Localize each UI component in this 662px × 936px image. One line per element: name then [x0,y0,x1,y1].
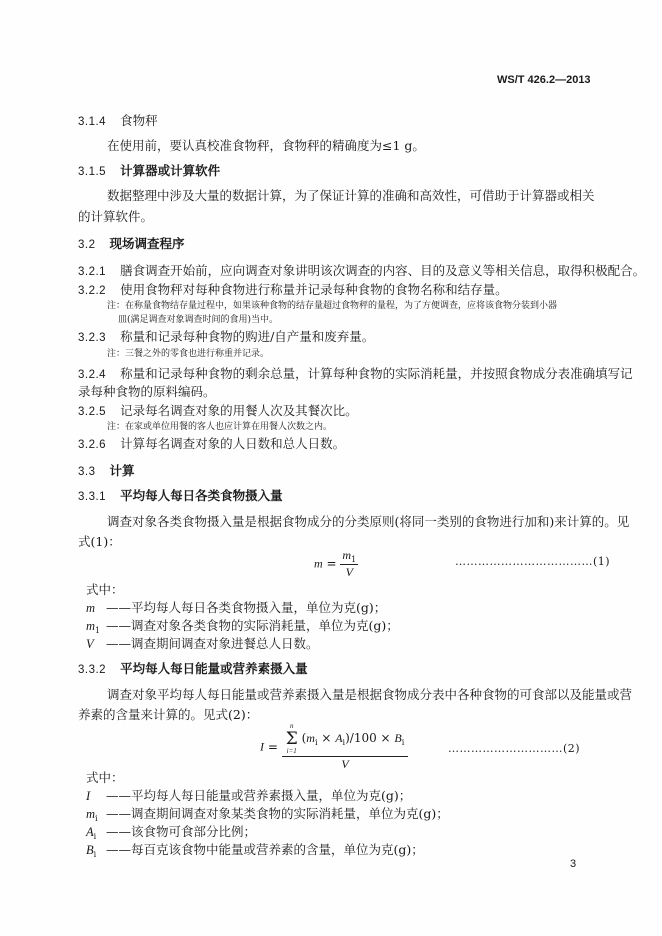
section-3-1-5-body: 数据整理中涉及大量的数据计算，为了保证计算的准确和高效性，可借助于计算器或相关的计算软件。 [78,188,595,224]
section-body: 使用食物秤对每种食物进行称量并记录每种食物的食物名称和结存量。 [120,282,508,297]
variable-mi [86,804,449,823]
variable-Ai [86,822,256,841]
section-3-2-3 [78,327,374,345]
formula-equals: = [326,556,337,571]
section-body: 膳食调查开始前，应向调查对象讲明该次调查的内容、目的及意义等相关信息，取得积极配合。 [120,263,646,278]
formula-1 [314,548,358,580]
standard-code: WS/T 426.2—2013 [497,74,591,86]
formula-2-leader [448,742,580,755]
section-number: 3.2.4 [78,369,107,381]
variable-sub: i [93,850,97,859]
section-3-3-1-heading [78,486,283,504]
formula-lhs: m [314,556,323,571]
note-3-2-5: 注：在家或单位用餐的客人也应计算在用餐人次数之内。 [107,422,333,432]
formula-denominator: V [341,757,349,771]
section-number: 3.3 [78,466,96,478]
formula-2 [260,722,408,772]
section-number: 3.2.6 [78,439,107,451]
section-3-1-4-body: 在使用前，要认真校准食物秤，食物秤的精确度为≤1 g。 [107,138,425,153]
where-label-1: 式中： [86,582,124,597]
sum-lower: i=1 [286,747,297,755]
variable-desc: ——平均每人每日各类食物摄入量，单位为克(g)； [106,600,387,615]
variable-I [86,786,411,804]
variable-desc: ——调查对象各类食物的实际消耗量，单位为克(g)； [106,618,399,633]
formula-fraction [282,722,409,772]
section-3-3-heading [78,461,135,479]
formula-numerator: $(m_i \times A_i)/100 \times B_i$ [301,731,405,747]
variable-desc: ——调查期间调查对象进餐总人日数。 [106,636,319,651]
section-body: 称量和记录每种食物的购进/自产量和废弃量。 [120,329,375,344]
section-3-2-4-line2: 录每种食物的原料编码。 [78,384,216,399]
formula-equals: = [267,740,278,754]
section-3-3-2-body-line1: 调查对象平均每人每日能量或营养素摄入量是根据食物成分表中各种食物的可食部以及能量或营 [107,687,633,702]
section-number: 3.1.4 [78,116,107,128]
section-number: 3.2 [78,239,96,251]
variable-symbol: I [86,789,91,803]
formula-label: (1) [593,555,611,568]
variable-V [86,634,319,652]
note-3-2-2-line2: 皿(满足调查对象调查时间的食用)当中。 [118,315,279,325]
section-number: 3.2.5 [78,406,107,418]
where-label-2: 式中： [86,770,124,785]
section-number: 3.2.3 [78,332,107,344]
section-3-2-1 [78,261,645,279]
section-3-3-1-body-line1: 调查对象各类食物摄入量是根据食物成分的分类原则(将同一类别的食物进行加和)来计算的。见 [107,514,630,529]
formula-lhs: I [260,739,264,754]
section-3-3-1-body-line2: 式(1)： [78,534,121,549]
formula-fraction [340,548,358,580]
formula-numerator: m [342,548,352,562]
section-3-2-2 [78,280,508,298]
note-3-2-3: 注：三餐之外的零食也进行称重并记录。 [107,349,270,359]
variable-symbol: m [86,807,96,821]
formula-label: (2) [563,742,581,755]
variable-Bi [86,840,424,859]
section-3-1-4-heading [78,111,158,129]
sigma-icon: Σ [285,729,298,749]
section-number: 3.3.2 [78,664,107,676]
sum-operator [286,722,298,756]
section-title: 计算 [109,463,135,478]
variable-desc: ——该食物可食部分比例； [106,824,257,839]
section-3-3-2-heading [78,659,308,677]
variable-m1 [86,616,399,635]
variable-desc: ——调查期间调查对象某类食物的实际消耗量，单位为克(g)； [106,806,449,821]
section-number: 3.3.1 [78,491,107,503]
section-title: 计算器或计算软件 [120,163,221,178]
section-title: 现场调查程序 [109,236,185,251]
formula-denominator: V [345,565,353,579]
section-3-2-heading [78,234,185,252]
sum-upper: n [289,722,294,730]
leader-dots: ……………………………… [455,555,593,568]
variable-symbol: V [86,637,94,651]
section-body: 记录每名调查对象的用餐人次及其餐次比。 [120,403,358,418]
section-number: 3.1.5 [78,166,107,178]
variable-sub: i [93,832,97,841]
section-number: 3.2.1 [78,266,107,278]
page-number: 3 [570,858,577,870]
section-title: 食物秤 [120,113,158,128]
section-3-2-6 [78,434,345,452]
section-3-1-5-heading [78,161,220,179]
section-body: 称量和记录每种食物的剩余总量，计算每种食物的实际消耗量，并按照食物成分表准确填写记 [120,366,633,381]
variable-symbol: m [86,619,96,633]
leader-dots: ………………………… [448,742,563,755]
section-3-2-4-line1 [78,364,633,382]
note-3-2-2-line1: 注：在称量食物结存量过程中，如果该种食物的结存量超过食物秤的量程，为了方便调查，应将该食物分装到小器 [107,301,558,311]
variable-sub: i [95,814,98,823]
formula-numerator-sub: 1 [351,555,357,564]
variable-desc: ——每百克该食物中能量或营养素的含量，单位为克(g)； [106,842,424,857]
variable-m [86,598,386,616]
section-title: 平均每人每日各类食物摄入量 [120,488,283,503]
variable-symbol: B [86,843,94,857]
formula-1-leader [455,555,610,568]
variable-sub: 1 [95,626,101,635]
section-body: 计算每名调查对象的人日数和总人日数。 [120,436,346,451]
variable-symbol: m [86,601,96,615]
variable-desc: ——平均每人每日能量或营养素摄入量，单位为克(g)； [106,788,412,803]
section-3-3-2-body-line2: 养素的含量来计算的。见式(2)： [78,707,259,722]
section-title: 平均每人每日能量或营养素摄入量 [120,661,308,676]
section-3-2-5 [78,401,358,419]
section-number: 3.2.2 [78,285,107,297]
variable-symbol: A [86,825,94,839]
